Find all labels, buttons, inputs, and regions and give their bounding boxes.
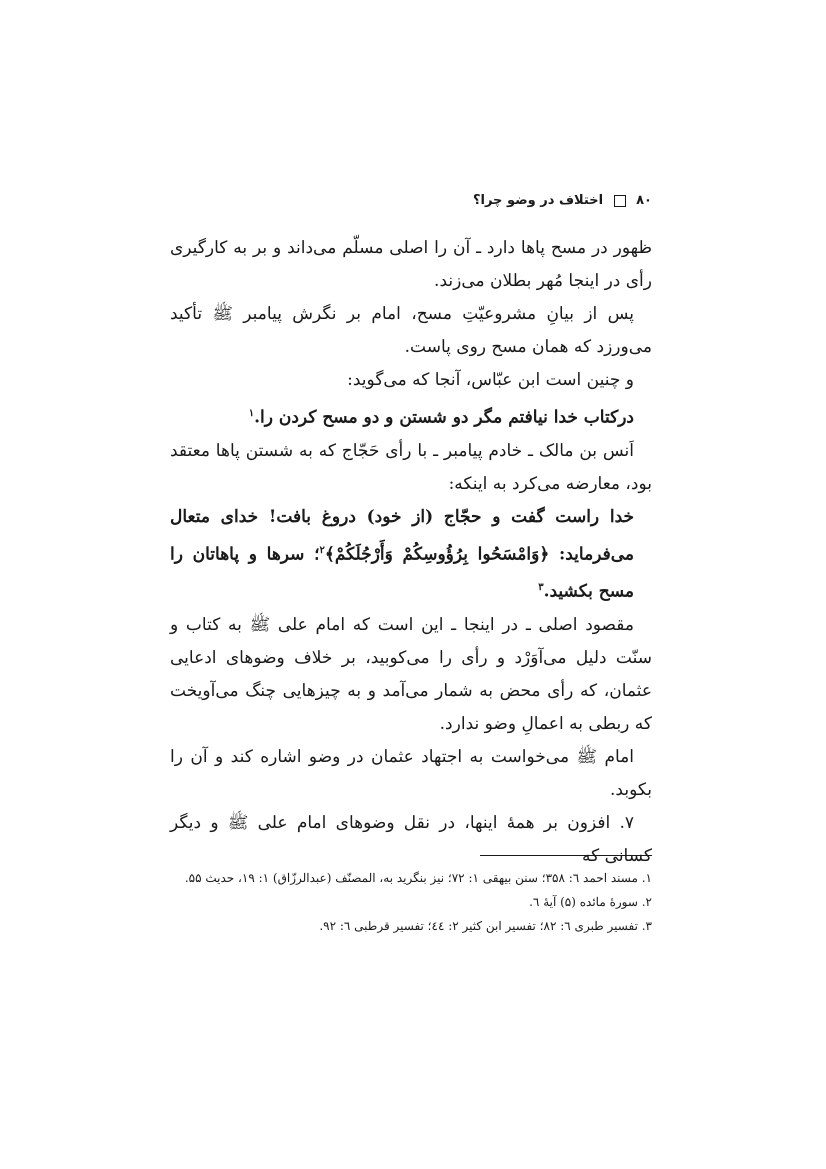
square-icon bbox=[614, 195, 626, 207]
paragraph: امام ﷺ می‌خواست به اجتهاد عثمان در وضو اشاره کند و آن را بکوبد. bbox=[170, 746, 652, 800]
quote-text: درکتاب خدا نیافتم مگر دو شستن و دو مسح کردن را. bbox=[254, 407, 634, 428]
quote bbox=[170, 501, 652, 609]
body-text bbox=[170, 232, 652, 873]
quote bbox=[170, 397, 652, 435]
running-header bbox=[170, 193, 652, 217]
paragraph: ۷. افزون بر همهٔ اینها، در نقل وضوهای امام علی ﷺ و دیگر کسانی که bbox=[170, 812, 652, 866]
paragraph: اَنس بن مالک ـ خادم پیامبر ـ با رأی حَجّاج که به شستن پاها معتقد بود، معارضه می‌کرد به اینکه: bbox=[170, 440, 652, 494]
running-title: اختلاف در وضو چرا؟ bbox=[472, 193, 604, 208]
footnote: ۳. تفسیر طبری ٦: ۸۲؛ تفسیر ابن کثیر ۲: ٤٤؛ تفسیر قرطبی ٦: ۹۲. bbox=[319, 919, 652, 933]
paragraph: و چنین است ابن عبّاس، آنجا که می‌گوید: bbox=[347, 370, 634, 390]
quote-text: ؛ سرها و پاهاتان را مسح بکشید. bbox=[170, 544, 634, 602]
footnote-ref: ۲ bbox=[319, 544, 325, 556]
paragraph: مقصود اصلی ـ در اینجا ـ این است که امام علی ﷺ به کتاب و سنّت دلیل می‌آوَرْد و رأی را می‌کوبید، بر خلاف وضوهای ادعایی عثمان، که رأی محض به شمار می‌آمد و به چیزهایی چنگ می‌آویخت که ربطی به اعمالِ وضو ندارد. bbox=[170, 614, 652, 734]
footnote: ۱. مسند احمد ٦: ۳۵۸؛ سنن بیهقی ۱: ۷۲؛ نیز بنگرید به، المصنّف (عبدالرزّاق) ۱: ۱۹، حدیث ۵۵. bbox=[184, 871, 652, 885]
footnotes bbox=[170, 866, 652, 938]
footnote-ref: ۳ bbox=[538, 582, 544, 594]
paragraph: ظهور در مسح پاها دارد ـ آن را اصلی مسلّم می‌داند و بر به کارگیری رأی در اینجا مُهر بطلان می‌زند. bbox=[170, 238, 652, 291]
page-number: ۸۰ bbox=[636, 193, 652, 208]
footnote: ۲. سورهٔ مائده (۵) آیهٔ ٦. bbox=[529, 895, 652, 909]
quote-text: خدا راست گفت و حجّاج (از خود) دروغ بافت! خدای متعال می‌فرماید: ﴿وَامْسَحُوا بِرُؤُوسِكُمْ وَأَرْجُلَكُمْ﴾ bbox=[170, 506, 634, 565]
footnote-ref: ۱ bbox=[248, 408, 255, 419]
footnote-divider bbox=[480, 855, 652, 856]
paragraph: پس از بیانِ مشروعیّتِ مسح، امام بر نگرش پیامبر ﷺ تأکید می‌ورزد که همان مسح روی پاست. bbox=[170, 304, 652, 357]
